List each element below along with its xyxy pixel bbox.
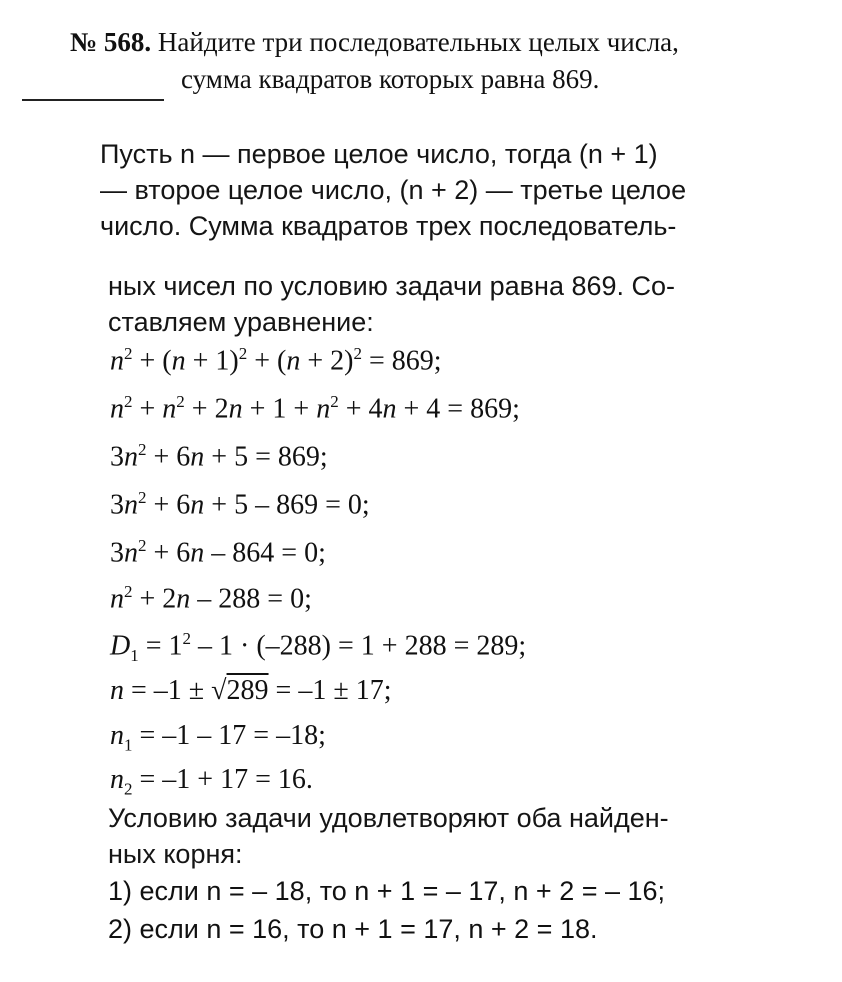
root-2: $n_2 = -1 + 17 = 16$. (110, 764, 313, 799)
root-formula: n = –1 ± √289 = –1 ± 17; (110, 675, 392, 706)
intro-line-5: ставляем уравнение: (108, 307, 374, 337)
conclusion (108, 800, 669, 872)
solution-intro (100, 136, 686, 244)
case-1: 1) если n = – 18, то n + 1 = – 17, n + 2 = – 16; (108, 876, 666, 906)
conclusion-line-2: ных корня: (108, 839, 243, 869)
conclusion-line-1: Условию задачи удовлетворяют оба найден- (108, 803, 669, 833)
problem-number: № 568. (70, 27, 152, 57)
heading-underline (22, 99, 164, 101)
equation-1: $n^2 + (n + 1)^2 + (n + 2)^2 = 869$; (110, 344, 442, 377)
discriminant-equation: $D_1 = 1^2 - 1 \cdot (-288) = 1 + 288 = 289$; (110, 629, 527, 665)
intro-line-3: число. Сумма квадратов трех последователь- (100, 211, 677, 241)
intro-line-1: Пусть n — первое целое число, тогда (n + 1) (100, 139, 658, 169)
equation-3: $3n^2 + 6n + 5 = 869$; (110, 440, 328, 473)
problem-statement-line-2: сумма квадратов которых равна 869. (181, 64, 600, 94)
problem-statement-line-1: Найдите три последовательных целых числа, (157, 27, 679, 57)
case-2: 2) если n = 16, то n + 1 = 17, n + 2 = 18. (108, 914, 598, 944)
root-1: $n_1 = -1 - 17 = -18$; (110, 720, 326, 755)
intro-line-2: — второе целое число, (n + 2) — третье целое (100, 175, 687, 205)
answer-cases (108, 872, 665, 948)
equation-6: $n^2 + 2n - 288 = 0$; (110, 582, 312, 615)
equation-2: $n^2 + n^2 + 2n + 1 + n^2 + 4n + 4 = 869$; (110, 392, 520, 425)
problem-heading (70, 24, 679, 98)
intro-line-4: ных чисел по условию задачи равна 869. Со- (108, 271, 676, 301)
equation-4: $3n^2 + 6n + 5 - 869 = 0$; (110, 488, 370, 521)
solution-intro-continued (108, 268, 675, 340)
equation-5: $3n^2 + 6n - 864 = 0$; (110, 536, 326, 569)
